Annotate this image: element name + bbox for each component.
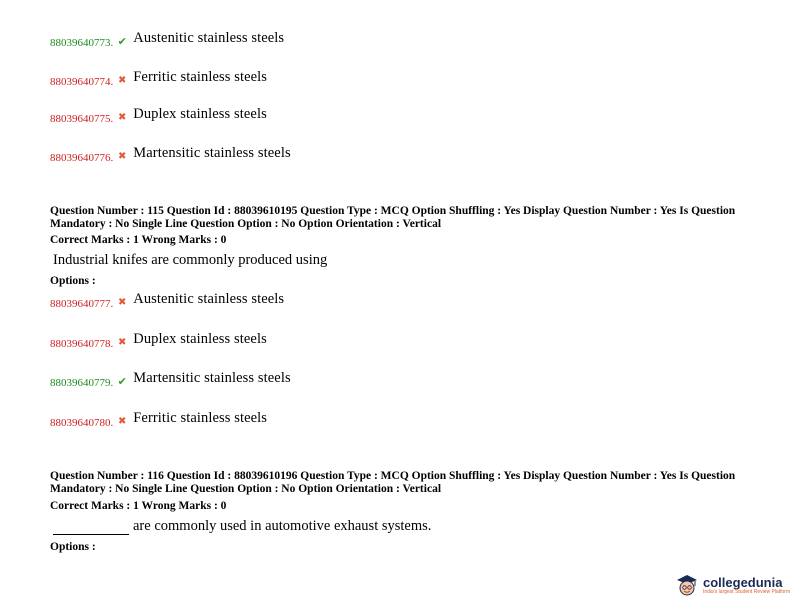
option-text: Martensitic stainless steels <box>133 145 291 161</box>
option-text: Austenitic stainless steels <box>133 291 285 307</box>
question-header: Question Number : 115 Question Id : 88039610195 Question Type : MCQ Option Shuffling : Yes Display Question Number : Yes Is Question Mandatory : No Single Line Question Option : No Option Orientation : Vertical <box>50 205 736 230</box>
option-text: Austenitic stainless steels <box>133 30 285 46</box>
option-row <box>50 106 267 125</box>
option-text: Duplex stainless steels <box>133 331 267 347</box>
option-row <box>50 410 267 429</box>
option-id: 88039640774. <box>50 76 114 88</box>
question-header: Question Number : 116 Question Id : 88039610196 Question Type : MCQ Option Shuffling : Yes Display Question Number : Yes Is Question Mandatory : No Single Line Question Option : No Option Orientation : Vertical <box>50 470 736 495</box>
question-marks: Correct Marks : 1 Wrong Marks : 0 <box>50 500 227 512</box>
option-id: 88039640775. <box>50 113 114 125</box>
cross-icon: ✖ <box>118 112 127 123</box>
cross-icon: ✖ <box>118 151 127 162</box>
option-row <box>50 370 291 389</box>
question-text-content: are commonly used in automotive exhaust systems. <box>133 518 432 534</box>
option-id: 88039640777. <box>50 298 114 310</box>
brand-name: collegedunia <box>703 574 783 590</box>
option-row <box>50 145 291 164</box>
option-row <box>50 291 284 310</box>
brand-tagline: India's largest Student Review Platform <box>703 588 791 595</box>
cross-icon: ✖ <box>118 416 127 427</box>
check-icon: ✔ <box>117 36 127 48</box>
fill-in-blank <box>53 520 129 535</box>
question-marks: Correct Marks : 1 Wrong Marks : 0 <box>50 234 227 246</box>
option-id: 88039640779. <box>50 377 114 389</box>
mascot-icon <box>674 572 700 598</box>
check-icon: ✔ <box>117 376 127 388</box>
cross-icon: ✖ <box>118 337 127 348</box>
option-row <box>50 69 267 88</box>
options-label: Options : <box>50 541 96 553</box>
option-id: 88039640776. <box>50 152 114 164</box>
option-text: Duplex stainless steels <box>133 106 267 122</box>
option-id: 88039640778. <box>50 338 114 350</box>
question-text: Industrial knifes are commonly produced using <box>53 252 328 268</box>
option-text: Ferritic stainless steels <box>133 410 268 426</box>
option-row <box>50 331 267 350</box>
cross-icon: ✖ <box>118 75 127 86</box>
option-id: 88039640780. <box>50 417 114 429</box>
cross-icon: ✖ <box>118 297 127 308</box>
option-id: 88039640773. <box>50 37 114 49</box>
collegedunia-logo <box>674 572 790 598</box>
option-text: Martensitic stainless steels <box>133 370 291 386</box>
option-text: Ferritic stainless steels <box>133 69 268 85</box>
question-text <box>53 518 431 535</box>
option-row <box>50 30 284 49</box>
options-label: Options : <box>50 275 96 287</box>
